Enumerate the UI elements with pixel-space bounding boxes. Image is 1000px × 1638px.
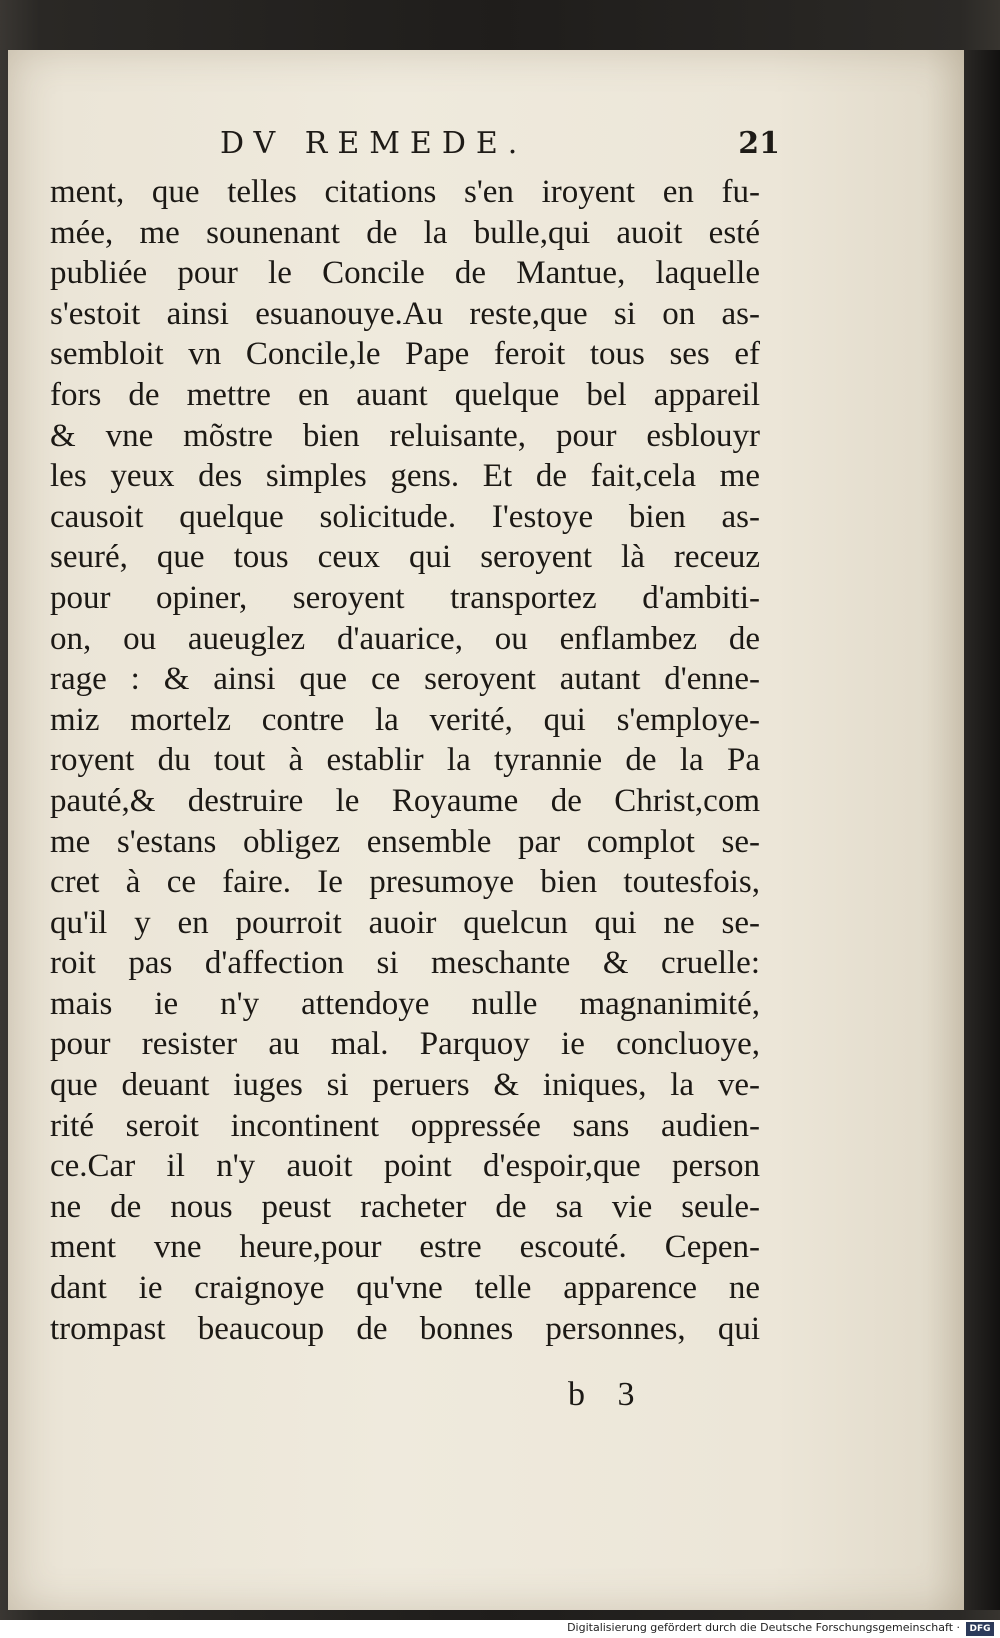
dfg-logo-icon: DFG [966,1622,994,1636]
text-line: fors de mettre en auant quelque bel appareil [50,376,760,413]
page-edge-shadow [964,50,1000,1610]
text-line: on, ou aueuglez d'auarice, ou enflambez de [50,620,760,657]
text-line: miz mortelz contre la verité, qui s'employe- [50,701,760,738]
text-line: que deuant iuges si peruers & iniques, la ve- [50,1067,760,1104]
text-line: ce.Car il n'y auoit point d'espoir,que person [50,1148,760,1185]
text-line: pour opiner, seroyent transportez d'ambiti- [50,579,760,616]
text-line: royent du tout à establir la tyrannie de la Pa [50,742,760,779]
body-text [50,172,760,1349]
page-number: 21 [738,126,780,161]
running-head [50,126,780,166]
signature-mark: b 3 [568,1376,647,1413]
text-line: pour resister au mal. Parquoy ie concluoye, [50,1026,760,1063]
text-line: mée, me sounenant de la bulle,qui auoit esté [50,214,760,251]
text-line: rage : & ainsi que ce seroyent autant d'enne- [50,661,760,698]
footer-bar [0,1620,1000,1638]
text-line: sembloit vn Concile,le Pape feroit tous ses ef [50,336,760,373]
text-line: me s'estans obligez ensemble par complot se- [50,823,760,860]
text-line: pauté,& destruire le Royaume de Christ,com [50,782,760,819]
running-head-title: DV REMEDE. [220,126,528,161]
text-line: & vne mõstre bien reluisante, pour esblouyr [50,417,760,454]
text-line: s'estoit ainsi esuanouye.Au reste,que si on as- [50,295,760,332]
text-line: rité seroit incontinent oppressée sans audien- [50,1107,760,1144]
text-line: causoit quelque solicitude. I'estoye bien as- [50,498,760,535]
text-line: roit pas d'affection si meschante & cruelle: [50,945,760,982]
text-line: trompast beaucoup de bonnes personnes, qui [50,1310,760,1347]
text-line: ment, que telles citations s'en iroyent en fu- [50,174,760,210]
funding-credit: Digitalisierung gefördert durch die Deutsche Forschungsgemeinschaft · [567,1621,960,1634]
text-line: qu'il y en pourroit auoir quelcun qui ne se- [50,904,760,941]
text-line: mais ie n'y attendoye nulle magnanimité, [50,985,760,1022]
text-line: ne de nous peust racheter de sa vie seule- [50,1188,760,1225]
text-line: dant ie craignoye qu'vne telle apparence ne [50,1270,760,1307]
text-line: ment vne heure,pour estre escouté. Cepen- [50,1229,760,1266]
text-line: seuré, que tous ceux qui seroyent là receuz [50,539,760,576]
text-line: cret à ce faire. Ie presumoye bien toutesfois, [50,864,760,901]
text-line: les yeux des simples gens. Et de fait,cela me [50,458,760,495]
text-line: publiée pour le Concile de Mantue, laquelle [50,255,760,292]
